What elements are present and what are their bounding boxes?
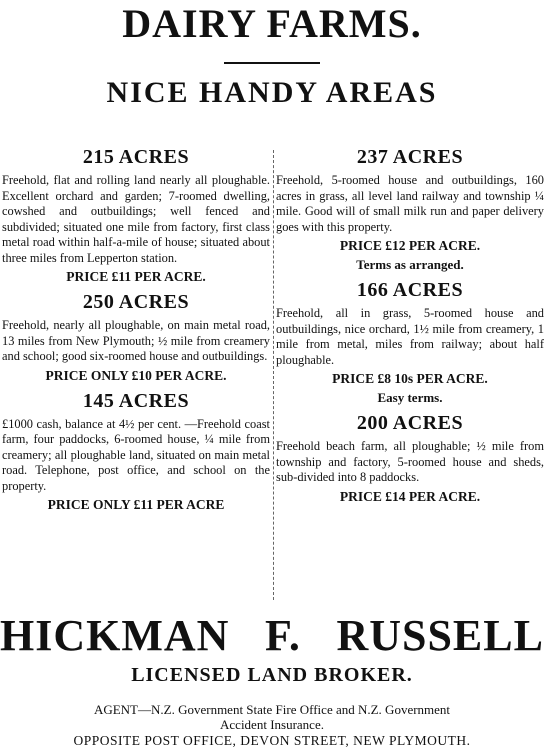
left-column	[2, 140, 270, 515]
listing-acres: 215 ACRES	[82, 146, 190, 168]
listing-price: PRICE ONLY £11 PER ACRE	[47, 497, 225, 512]
listing-terms: Easy terms.	[377, 390, 443, 405]
address-line: OPPOSITE POST OFFICE, DEVON STREET, NEW PLYMOUTH.	[73, 733, 471, 748]
listing-acres: 250 ACRES	[82, 291, 190, 313]
listing-description: Freehold, 5-roomed house and outbuildings, 160 acres in grass, all level land railway and township ¼ mile. Good will of small milk run and paper delivery goes with this property.	[276, 173, 544, 234]
listing-237-acres	[276, 146, 544, 273]
listing-250-acres	[2, 291, 270, 384]
broker-name-first: HICKMAN	[0, 611, 230, 660]
listing-description: Freehold, flat and rolling land nearly all ploughable. Excellent orchard and garden; 7-roomed dwelling, cowshed and outbuildings; well fenced and subdivided; situated one mile from factory, first class metal road within half-a-mile of house; situated about three miles from Lepperton station.	[2, 173, 270, 265]
listing-acres: 145 ACRES	[82, 389, 190, 412]
broker-name-initial: F.	[265, 611, 301, 660]
title-divider	[224, 62, 320, 64]
listing-description: Freehold beach farm, all ploughable; ½ mile from township and factory, 5-roomed house and sheds, sub-divided into 8 paddocks.	[276, 439, 544, 484]
listing-acres: 166 ACRES	[356, 279, 464, 301]
listing-145-acres	[2, 390, 270, 514]
listing-price: PRICE £8 10s PER ACRE.	[332, 371, 488, 386]
listing-description: £1000 cash, balance at 4½ per cent. —Freehold coast farm, four paddocks, 6-roomed house, ¼ mile from creamery; all ploughable land, situated on main metal road. Telephone, post office, and school on the property.	[2, 416, 270, 493]
listing-description: Freehold, nearly all ploughable, on main metal road, 13 miles from New Plymouth; ½ mile from creamery and school; good six-roomed house and outbuildings.	[2, 318, 270, 363]
broker-name	[0, 610, 544, 661]
page-title: DAIRY FARMS.	[122, 1, 422, 46]
right-column	[276, 140, 544, 507]
agent-line-continued: Accident Insurance.	[220, 717, 324, 732]
listing-terms: Terms as arranged.	[356, 257, 464, 272]
listing-price: PRICE £11 PER ACRE.	[66, 269, 206, 284]
broker-name-last: RUSSELL	[336, 611, 544, 660]
column-divider	[273, 150, 274, 600]
listing-200-acres	[276, 412, 544, 505]
listing-description: Freehold, all in grass, 5-roomed house and outbuildings, nice orchard, 1½ mile from creamery, 1 mile from metal, miles from railway; about half ploughable.	[276, 306, 544, 367]
broker-title: LICENSED LAND BROKER.	[131, 664, 413, 686]
agent-line: AGENT—N.Z. Government State Fire Office and N.Z. Government	[93, 702, 451, 717]
listing-price: PRICE £14 PER ACRE.	[339, 488, 481, 504]
listing-acres: 200 ACRES	[356, 412, 464, 434]
listing-215-acres	[2, 146, 270, 285]
listing-acres: 237 ACRES	[356, 146, 464, 168]
listing-price: PRICE £12 PER ACRE.	[339, 238, 481, 253]
listing-price: PRICE ONLY £10 PER ACRE.	[45, 367, 227, 383]
listing-166-acres	[276, 279, 544, 406]
page-subtitle: NICE HANDY AREAS	[106, 76, 438, 109]
